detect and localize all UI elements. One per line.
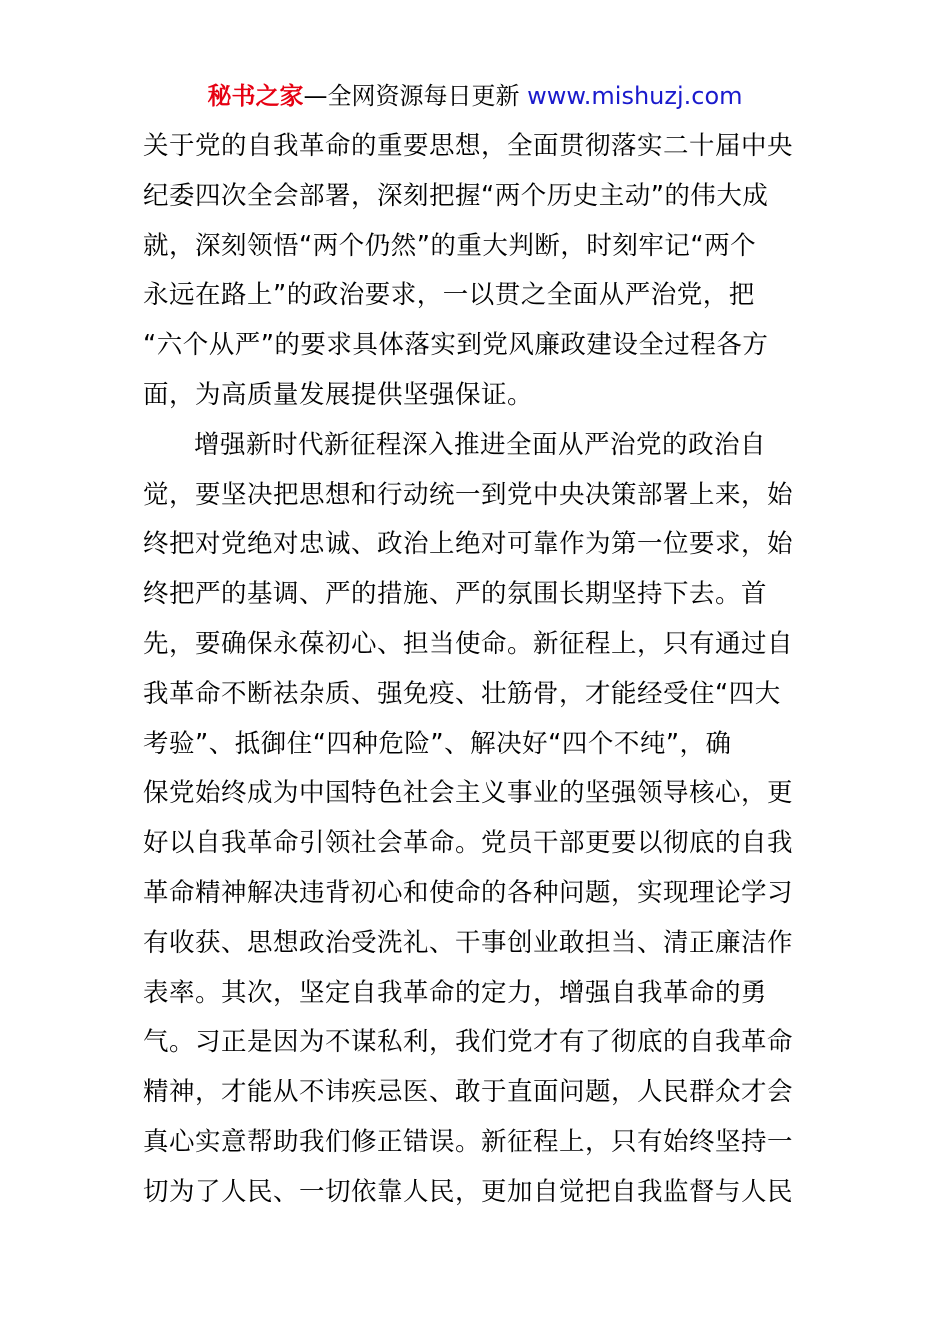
text-line: 保党始终成为中国特色社会主义事业的坚强领导核心，更 bbox=[143, 778, 794, 809]
text-line: 好以自我革命引领社会革命。党员干部更要以彻底的自我 bbox=[143, 828, 794, 859]
site-tagline: —全网资源每日更新 bbox=[303, 82, 528, 110]
text-line: 纪委四次全会部署，深刻把握“两个历史主动”的伟大成 bbox=[143, 180, 769, 211]
text-line: 气。习正是因为不谋私利，我们党才有了彻底的自我革命 bbox=[143, 1027, 794, 1058]
text-line: 就，深刻领悟“两个仍然”的重大判断，时刻牢记“两个 bbox=[143, 230, 757, 261]
text-line: 精神，才能从不讳疾忌医、敢于直面问题，人民群众才会 bbox=[143, 1077, 794, 1108]
text-line: 真心实意帮助我们修正错误。新征程上，只有始终坚持一 bbox=[143, 1126, 794, 1157]
site-url[interactable]: www.mishuzj.com bbox=[527, 82, 743, 110]
text-line: 先，要确保永葆初心、担当使命。新征程上，只有通过自 bbox=[143, 628, 794, 659]
text-line: 革命精神解决违背初心和使命的各种问题，实现理论学习 bbox=[143, 877, 794, 908]
text-line: 切为了人民、一切依靠人民，更加自觉把自我监督与人民 bbox=[143, 1176, 794, 1207]
text-line: 永远在路上”的政治要求，一以贯之全面从严治党，把 bbox=[143, 280, 755, 311]
text-line: 我革命不断祛杂质、强免疫、壮筋骨，才能经受住“四大 bbox=[143, 678, 781, 709]
paragraph-start-line: 增强新时代新征程深入推进全面从严治党的政治自 bbox=[194, 429, 767, 460]
site-brand: 秘书之家 bbox=[207, 82, 304, 110]
text-line: “六个从严”的要求具体落实到党风廉政建设全过程各方 bbox=[143, 330, 769, 361]
text-line: 表率。其次，坚定自我革命的定力，增强自我革命的勇 bbox=[143, 977, 768, 1008]
text-line: 关于党的自我革命的重要思想，全面贯彻落实二十届中央 bbox=[143, 131, 794, 161]
document-body bbox=[143, 122, 808, 1218]
site-header bbox=[0, 80, 950, 112]
text-line: 终把严的基调、严的措施、严的氛围长期坚持下去。首 bbox=[143, 579, 768, 610]
text-line: 考验”、抵御住“四种危险”、解决好“四个不纯”，确 bbox=[143, 728, 732, 759]
text-line: 面，为高质量发展提供坚强保证。 bbox=[143, 379, 534, 410]
text-line: 觉，要坚决把思想和行动统一到党中央决策部署上来，始 bbox=[143, 479, 794, 510]
text-line: 有收获、思想政治受洗礼、干事创业敢担当、清正廉洁作 bbox=[143, 927, 794, 958]
text-line: 终把对党绝对忠诚、政治上绝对可靠作为第一位要求，始 bbox=[143, 529, 794, 560]
